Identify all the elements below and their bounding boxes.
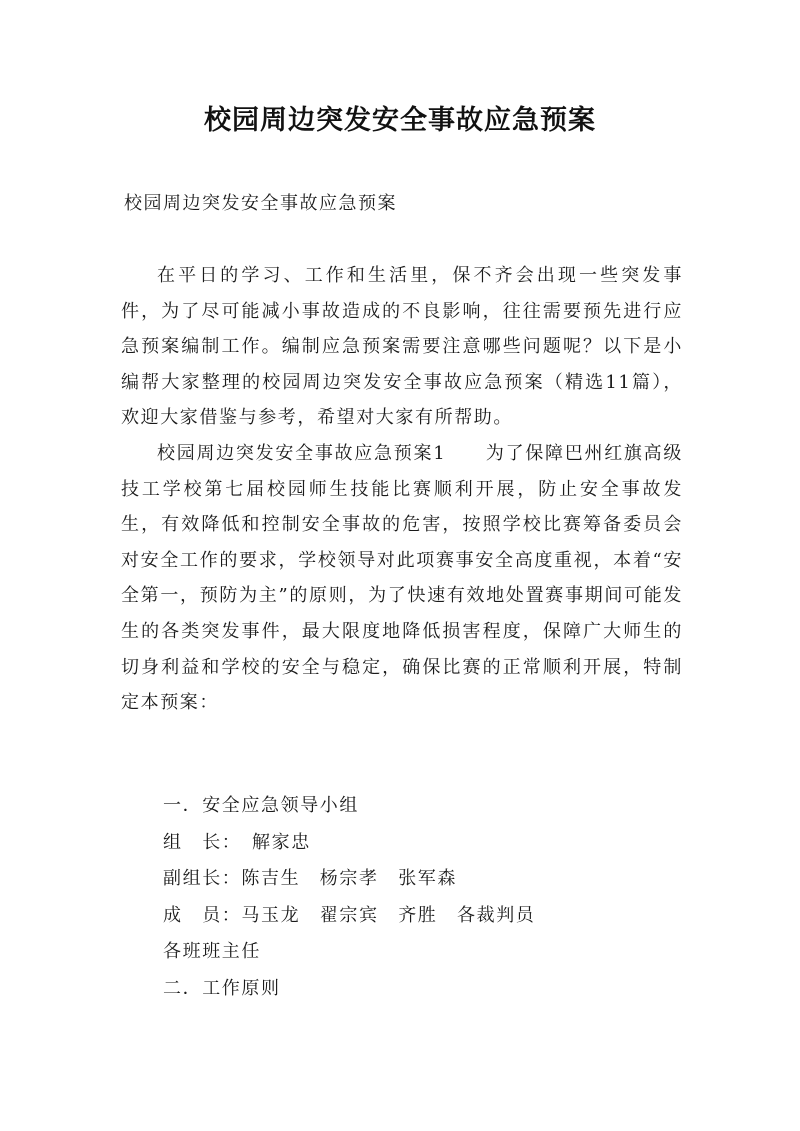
document-title: 校园周边突发安全事故应急预案 — [204, 105, 596, 136]
leadership-list — [163, 788, 535, 1007]
section-heading-2: 二．工作原则 — [163, 977, 281, 999]
plan-1-paragraph: 校园周边突发安全事故应急预案1 为了保障巴州红旗高级技工学校第七届校园师生技能比赛顺利开展，防止安全事故发生，有效降低和控制安全事故的危害，按照学校比赛筹备委员会对安全工作的要求，学校领导对此项赛事安全高度重视，本着“安全第一，预防为主”的原则，为了快速有效地处置赛事期间可能发生的各类突发事件，最大限度地降低损害程度，保障广大师生的切身利益和学校的安全与稳定，确保比赛的正常顺利开展，特制定本预案： — [121, 442, 683, 714]
list-item-class-teachers: 各班班主任 — [163, 941, 261, 962]
document-subtitle: 校园周边突发安全事故应急预案 — [124, 193, 397, 214]
list-item-deputy-leaders: 副组长：陈吉生 杨宗孝 张军森 — [163, 868, 457, 889]
list-item-members: 成 员：马玉龙 翟宗宾 齐胜 各裁判员 — [163, 904, 536, 926]
section-heading-1: 一．安全应急领导小组 — [163, 795, 359, 816]
document-body — [121, 258, 683, 721]
list-item-leader: 组 长： 解家忠 — [163, 831, 311, 853]
intro-paragraph: 在平日的学习、工作和生活里，保不齐会出现一些突发事件，为了尽可能减小事故造成的不良影响，往往需要预先进行应急预案编制工作。编制应急预案需要注意哪些问题呢？以下是小编帮大家整理的校园周边突发安全事故应急预案（精选11篇），欢迎大家借鉴与参考，希望对大家有所帮助。 — [121, 265, 683, 429]
